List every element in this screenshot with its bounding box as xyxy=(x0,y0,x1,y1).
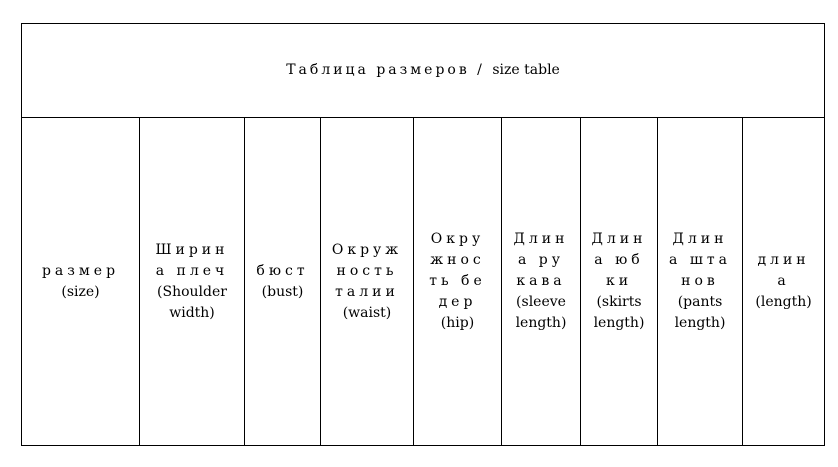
header-waist-ru-line: талии xyxy=(335,283,399,300)
header-size-en-line: (size) xyxy=(61,283,100,300)
header-skirts-ru-line: ки xyxy=(605,273,633,290)
header-shoulder xyxy=(140,118,245,446)
header-hip-ru-line: дер xyxy=(438,294,477,311)
header-skirts-en-line: (skirts xyxy=(596,294,642,311)
header-hip xyxy=(414,118,502,446)
table-title xyxy=(22,24,825,118)
header-shoulder-en-line: width) xyxy=(169,304,215,321)
header-length xyxy=(743,118,825,446)
header-bust-ru-line: бюст xyxy=(256,262,309,279)
header-skirts-ru-line: Длин xyxy=(591,231,647,248)
header-pants-en-line: (pants xyxy=(677,294,723,311)
table-title-ru: Таблица размеров / xyxy=(286,62,493,79)
title-row xyxy=(22,24,825,118)
header-sleeve xyxy=(502,118,581,446)
header-skirts xyxy=(581,118,658,446)
header-size xyxy=(22,118,140,446)
header-shoulder-ru-line: а плеч xyxy=(155,262,229,279)
header-hip-ru-line: Окру xyxy=(430,231,485,248)
header-shoulder-ru-line: Ширин xyxy=(155,241,229,258)
header-pants-ru-line: а шта xyxy=(669,252,731,269)
header-waist-ru-line: Окруж xyxy=(331,241,403,258)
header-sleeve-ru-line: кава xyxy=(516,273,566,290)
header-sleeve-ru-line: Длин xyxy=(513,231,569,248)
header-length-en-line: (length) xyxy=(755,294,812,311)
header-bust-en-line: (bust) xyxy=(261,283,304,300)
header-waist-en-line: (waist) xyxy=(342,304,392,321)
header-size-ru-line: размер xyxy=(41,262,120,279)
header-sleeve-en-line: (sleeve xyxy=(516,294,566,311)
header-bust xyxy=(245,118,321,446)
table-title-en: size table xyxy=(492,62,560,79)
size-table xyxy=(21,23,825,446)
header-pants-en-line: length) xyxy=(674,315,726,332)
size-table-sheet xyxy=(21,23,824,446)
header-pants xyxy=(658,118,743,446)
header-length-ru-line: длин xyxy=(757,252,810,269)
header-row xyxy=(22,118,825,446)
header-shoulder-en-line: (Shoulder xyxy=(157,283,227,300)
header-hip-ru-line: ть бе xyxy=(429,273,486,290)
header-pants-ru-line: Длин xyxy=(672,231,728,248)
header-waist xyxy=(321,118,414,446)
header-hip-en-line: (hip) xyxy=(440,315,475,332)
header-skirts-ru-line: а юб xyxy=(594,252,644,269)
header-pants-ru-line: нов xyxy=(681,273,719,290)
header-skirts-en-line: length) xyxy=(593,315,645,332)
header-sleeve-ru-line: а ру xyxy=(518,252,564,269)
header-length-ru-line: а xyxy=(777,273,790,290)
header-sleeve-en-line: length) xyxy=(515,315,567,332)
header-hip-ru-line: жнос xyxy=(430,252,485,269)
header-waist-ru-line: ность xyxy=(336,262,398,279)
